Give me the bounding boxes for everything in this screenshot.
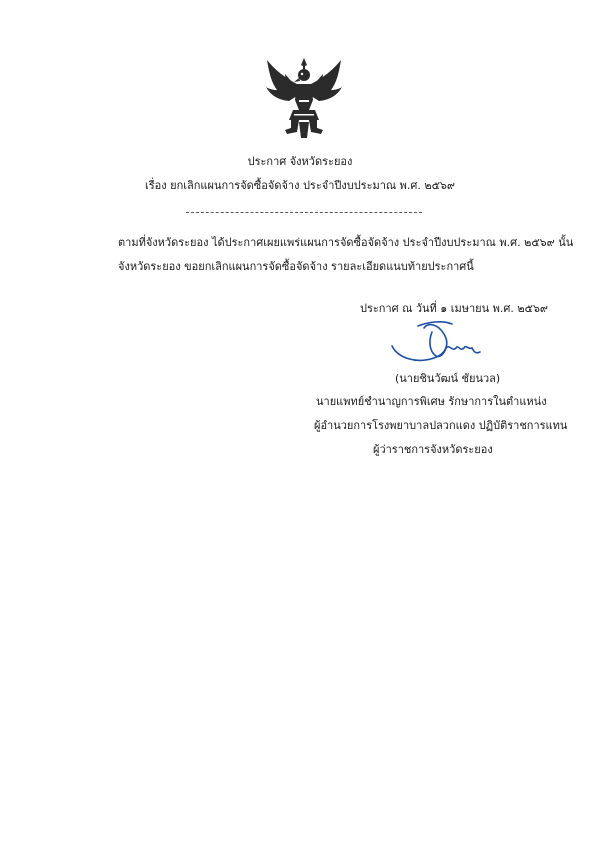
body-paragraph-line-1: ตามที่จังหวัดระยอง ได้ประกาศเผยแพร่แผนการจัดซื้อจัดจ้าง ประจำปีงบประมาณ พ.ศ. ๒๕๖๙ นั้น (118, 236, 574, 249)
announcement-subject: เรื่อง ยกเลิกแผนการจัดซื้อจัดจ้าง ประจำปีงบประมาณ พ.ศ. ๒๕๖๙ (145, 179, 455, 192)
handwritten-signature-icon (388, 318, 484, 368)
dashed-divider (186, 212, 422, 213)
signatory-position-line-2: ผู้อำนวยการโรงพยาบาลปลวกแดง ปฏิบัติราชการแทน (314, 419, 568, 432)
announcement-title: ประกาศ จังหวัดระยอง (247, 155, 353, 168)
body-paragraph-line-2: จังหวัดระยอง ขอยกเลิกแผนการจัดซื้อจัดจ้าง รายละเอียดแนบท้ายประกาศนี้ (118, 260, 474, 273)
signatory-position-line-3: ผู้ว่าราชการจังหวัดระยอง (373, 443, 493, 456)
signatory-name: (นายชินวัฒน์ ชัยนวล) (395, 372, 501, 385)
garuda-emblem-icon (263, 56, 345, 140)
signatory-position-line-1: นายแพทย์ชำนาญการพิเศษ รักษาการในตำแหน่ง (316, 395, 547, 408)
announcement-date: ประกาศ ณ วันที่ ๑ เมษายน พ.ศ. ๒๕๖๙ (360, 302, 548, 315)
